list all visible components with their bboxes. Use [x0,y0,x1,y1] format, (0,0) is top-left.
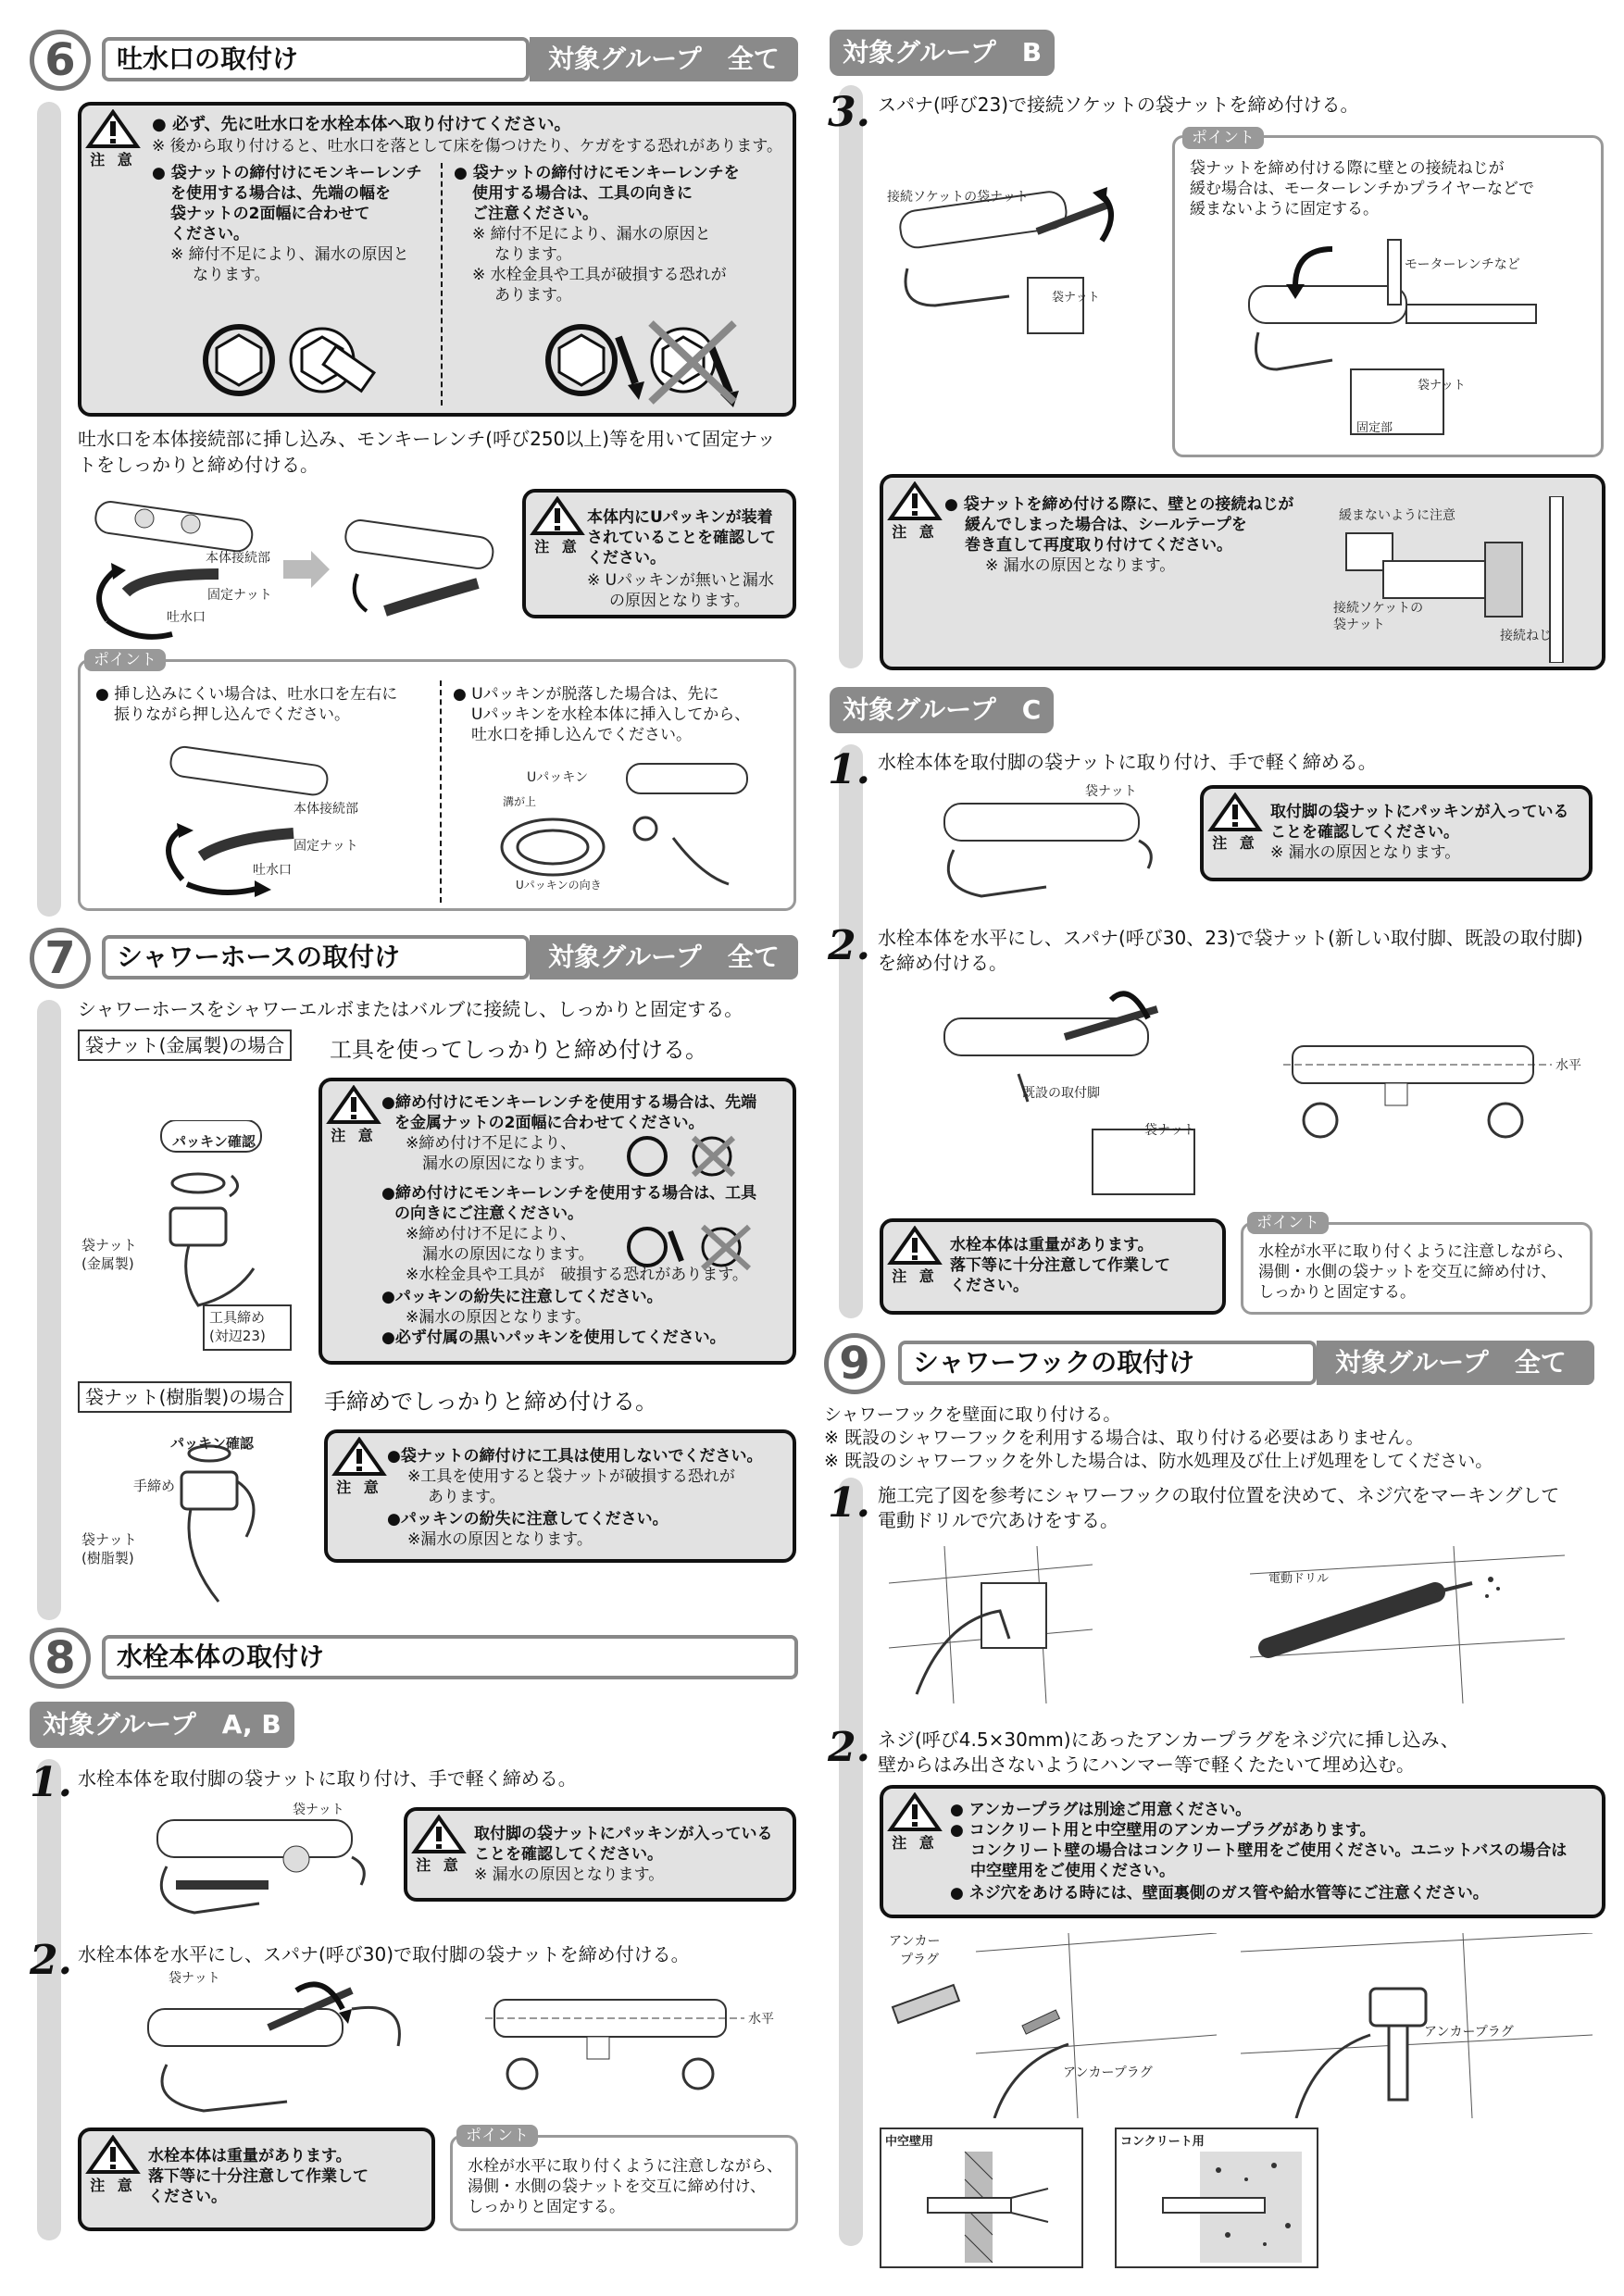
step-number: 2. [828,922,870,969]
caution-text: 水栓本体は重量があります。 [148,2147,352,2165]
point-label: ポイント [1247,1212,1329,1234]
caution-main: ● 必ず、先に吐水口を水栓本体へ取り付けてください。 [152,115,571,134]
caution-right-text: ● 袋ナットの締付けにモンキーレンチを [454,164,740,182]
tag-resin-nut: 袋ナット [81,1531,137,1548]
caution-text: ※工具を使用すると袋ナットが破損する恐れが [407,1467,735,1486]
warning-icon: 注 意 [85,2135,141,2195]
section-7-title: シャワーホースの取付け [102,935,530,980]
group-c-label: 対象グループ C [830,687,1054,733]
caution-text: 水栓本体は重量があります。 [950,1236,1154,1254]
step-text-line: ネジ(呼び4.5×30mm)にあったアンカープラグをネジ穴に挿し込み、 [878,1728,1459,1751]
caution-text: 中空壁用をご使用ください。 [970,1862,1175,1880]
caution-right-text: 使用する場合は、工具の向きに [472,184,693,203]
tag-socket-nut: 接続ソケットの [1333,601,1424,616]
intro-line: ※ 既設のシャワーフックを外した場合は、防水処理及び仕上げ処理をしてください。 [824,1451,1493,1471]
point-text: Uパッキンを水栓本体に挿入してから、 [471,705,751,724]
point-text: 緩む場合は、モーターレンチかプライヤーなどで [1190,180,1535,198]
tag-resin-nut: (樹脂製) [81,1550,134,1566]
caution-text: ください。 [950,1277,1029,1295]
tag-socket-nut: 接続ソケットの袋ナット [887,190,1029,205]
caution-text: 取付脚の袋ナットにパッキンが入っている [474,1825,773,1843]
marking-illustration [889,1546,1093,1703]
caution-text: ※ 漏水の原因となります。 [1270,843,1461,862]
section-6-point [78,651,796,911]
faucet-hand-tighten-illustration [139,1802,380,1922]
group-c-caution-2 [880,1218,1226,1315]
tag-socket-nut: 袋ナット [1333,618,1385,632]
step-text: 水栓本体を取付脚の袋ナットに取り付け、手で軽く締める。 [878,751,1377,773]
section-7-sidebar [37,1000,61,1620]
point-text: 湯側・水側の袋ナットを交互に締め付け、 [468,2177,766,2196]
tag-concrete-wall: コンクリート用 [1120,2135,1205,2149]
tag-fixing-nut: 固定ナット [294,839,358,854]
step-text-line: を締め付ける。 [878,952,1007,974]
section-8-sidebar [37,1759,61,2240]
point-label: ポイント [1182,127,1264,149]
group-c-caution-1 [1200,785,1593,881]
tag-motor-wrench: モーターレンチなど [1405,257,1520,272]
wrench-correct-illustration [193,309,378,406]
tag-packing-check: パッキン確認 [172,1133,256,1150]
caution-divider [441,163,443,406]
point-text: ● 挿し込みにくい場合は、吐水口を左右に [95,685,398,704]
resin-nut-label: 袋ナット(樹脂製)の場合 [78,1381,292,1413]
caution-text: 漏水の原因になります。 [422,1245,594,1264]
wrench-direction-illustration [535,309,757,411]
section-7-caution-metal [319,1078,796,1365]
wrench-direction-small-illustration [624,1222,763,1272]
caution-text: ※締め付け不足により、 [406,1225,577,1243]
caution-text: ●必ず付属の黒いパッキンを使用してください。 [381,1329,726,1347]
tag-nut: 袋ナット [293,1803,344,1817]
warning-icon: 注 意 [887,1226,943,1286]
tag-tool: (対辺23) [209,1328,266,1344]
tag-fixed-part: 固定部 [1356,421,1393,435]
tag-spout: 吐水口 [167,610,206,625]
step-text: 水栓本体を取付脚の袋ナットに取り付け、手で軽く締める。 [78,1767,577,1790]
metal-nut-label: 袋ナット(金属製)の場合 [78,1029,292,1061]
caution-text: 落下等に十分注意して作業して [950,1256,1170,1275]
tag-spout: 吐水口 [253,863,292,878]
concrete-wall-box [1115,2128,1318,2268]
tag-no-loosen: 緩まないように注意 [1339,508,1455,523]
step-number: 1. [828,746,870,793]
group-b-label: 対象グループ B [830,30,1055,76]
caution-text: ※ Uパッキンが無いと漏水 [587,571,774,590]
caution-text: ● アンカープラグは別途ご用意ください。 [950,1801,1252,1819]
wrench-small-illustration [624,1133,744,1179]
caution-text: の原因となります。 [609,592,750,610]
section-9-group: 対象グループ 全て [1317,1341,1594,1385]
caution-left-text: なります。 [193,266,270,284]
section-6-body [78,426,800,478]
step-text-line: 電動ドリルで穴あけをする。 [878,1509,1118,1531]
step-number: 1. [828,1479,870,1527]
warning-icon: 注 意 [530,496,585,556]
step-text-line: 水栓本体を水平にし、スパナ(呼び30、23)で袋ナット(新しい取付脚、既設の取付脚) [878,927,1583,949]
caution-text: ● 袋ナットを締め付ける際に、壁との接続ねじが [944,495,1294,514]
caution-right-text: ※ 水栓金具や工具が破損する恐れが [472,266,727,284]
caution-right-text: ※ 締付不足により、漏水の原因と [472,225,711,243]
intro-line: ※ 既設のシャワーフックを利用する場合は、取り付ける必要はありません。 [824,1428,1424,1448]
step-text [878,1483,1559,1533]
tag-hollow-wall: 中空壁用 [885,2135,934,2149]
point-text: しっかりと固定する。 [468,2198,625,2216]
caution-text: 落下等に十分注意して作業して [148,2167,369,2186]
body-line: 吐水口を本体接続部に挿し込み、モンキーレンチ(呼び250以上)等を用いて固定ナッ [78,428,776,450]
point-label: ポイント [456,2125,538,2147]
tag-body-connection: 本体接続部 [206,551,270,566]
section-9-caution [880,1785,1605,1918]
tag-tool: 工具締め [209,1309,266,1326]
section-9-title: シャワーフックの取付け [898,1341,1317,1385]
caution-text: あります。 [428,1488,506,1506]
section-6-caution-upacking [522,489,796,618]
step-text: スパナ(呼び23)で接続ソケットの袋ナットを締め付ける。 [878,94,1359,116]
caution-text: コンクリート壁の場合はコンクリート壁用をご使用ください。ユニットバスの場合は [970,1841,1568,1860]
section-9-number: 9 [824,1333,885,1394]
caution-text: ください。 [148,2188,227,2206]
group-c-sidebar [839,744,863,1318]
caution-text: ※ 漏水の原因となります。 [985,556,1176,575]
step-text-line: 壁からはみ出さないようにハンマー等で軽くたたいて埋め込む。 [878,1753,1415,1776]
point-text: 水栓が水平に取り付くように注意しながら、 [1258,1242,1573,1261]
horizontal-check-c-diagram [1283,1028,1580,1157]
point-text: 袋ナットを締め付ける際に壁との接続ねじが [1190,159,1505,178]
caution-text: ※漏水の原因となります。 [406,1308,591,1327]
intro-line: シャワーフックを壁面に取り付ける。 [824,1404,1121,1425]
caution-text: ください。 [587,549,666,568]
tag-anchor-plug: プラグ [900,1953,939,1967]
caution-text: ●締め付けにモンキーレンチを使用する場合は、先端 [381,1093,757,1112]
caution-text: ※ 漏水の原因となります。 [474,1866,665,1884]
caution-text: 巻き直して再度取り付けてください。 [965,536,1232,555]
warning-icon: 注 意 [85,109,141,169]
resin-nut-illustration [80,1426,274,1611]
tag-anchor-plug: アンカープラグ [1424,2025,1514,2040]
step-number: 2. [828,1724,870,1771]
step-number: 2. [30,1937,72,1984]
section-7-number: 7 [30,928,91,989]
group-b-sidebar [839,85,863,668]
tag-nut: 袋ナット [1418,379,1466,393]
caution-left-text: を使用する場合は、先端の幅を [170,184,391,203]
section-6-group: 対象グループ 全て [530,37,798,81]
point-text: 水栓が水平に取り付くように注意しながら、 [468,2157,782,2176]
group-b-point [1172,129,1604,457]
warning-icon: 注 意 [887,1792,943,1853]
step-text [878,1728,1459,1778]
caution-text: 漏水の原因になります。 [422,1154,594,1173]
caution-text: を金属ナットの2面幅に合わせてください。 [394,1114,705,1132]
tag-groove-up: 溝が上 [503,795,537,808]
tag-upacking-direction: Uパッキンの向き [516,879,602,892]
horizontal-check-diagram [485,1981,763,2111]
caution-right-text: ご注意ください。 [472,205,598,223]
warning-icon: 注 意 [887,481,943,542]
tag-horizontal: 水平 [748,2012,774,2027]
caution-left-text: ● 袋ナットの締付けにモンキーレンチ [152,164,422,182]
spout-insertion-illustration [80,481,506,648]
group-b-caution [880,474,1605,670]
step-text-line: 施工完了図を参考にシャワーフックの取付位置を決めて、ネジ穴をマーキングして [878,1484,1560,1506]
caution-text: 取付脚の袋ナットにパッキンが入っている [1270,803,1569,821]
tag-nut: 袋ナット [1085,784,1137,799]
tag-hand-tighten: 手締め [133,1478,176,1494]
tag-upacking: Uパッキン [527,770,589,785]
tag-connection-screw: 接続ねじ [1500,629,1552,643]
caution-text: ことを確認してください。 [474,1845,663,1864]
caution-right-text: あります。 [494,286,572,305]
tag-anchor-plug: アンカー [889,1934,941,1949]
section-8-point [450,2127,798,2231]
section-9-sidebar [839,1478,863,2246]
section-6-title: 吐水口の取付け [102,37,530,81]
section-6-sidebar [37,102,61,917]
caution-text: ●パッキンの紛失に注意してください。 [387,1510,668,1529]
caution-text: されていることを確認して [587,529,776,547]
group-c-point [1241,1214,1593,1315]
point-text: 振りながら押し込んでください。 [114,705,350,724]
caution-text: ことを確認してください。 [1270,823,1459,842]
faucet-spanner-illustration [130,1972,426,2120]
step-number: 1. [30,1759,72,1806]
point-text: 湯側・水側の袋ナットを交互に締め付け、 [1258,1263,1556,1281]
caution-text: ●袋ナットの締付けに工具は使用しないでください。 [387,1447,763,1466]
metal-nut-note: 工具を使ってしっかりと締め付ける。 [330,1037,707,1063]
section-9-intro [824,1404,1493,1473]
tag-metal-nut: (金属製) [81,1255,134,1272]
section-8-caution-2 [78,2128,435,2231]
caution-text: 本体内にUパッキンが装着 [587,508,773,527]
tag-electric-drill: 電動ドリル [1268,1572,1330,1586]
section-6-number: 6 [30,30,91,91]
caution-text: ●パッキンの紛失に注意してください。 [381,1288,663,1306]
warning-icon: 注 意 [411,1815,467,1875]
tag-existing-leg: 既設の取付脚 [1022,1086,1100,1101]
tag-fixing-nut: 固定ナット [207,588,272,603]
point-text: しっかりと固定する。 [1258,1283,1416,1302]
caution-text: 緩んでしまった場合は、シールテープを [965,516,1247,534]
caution-text: ※漏水の原因となります。 [407,1530,593,1549]
tag-body-connection: 本体接続部 [294,802,358,817]
tag-anchor-plug: アンカープラグ [1063,2065,1153,2080]
warning-icon: 注 意 [326,1085,381,1145]
tag-nut: 袋ナット [169,1971,220,1986]
caution-text: ●締め付けにモンキーレンチを使用する場合は、工具 [381,1184,757,1203]
tag-nut: 袋ナット [1052,291,1100,305]
concrete-anchor-diagram [1135,2152,1302,2263]
point-text: ● Uパッキンが脱落した場合は、先に [453,685,719,704]
section-6-caution [78,102,796,417]
point-label: ポイント [84,649,166,671]
warning-icon: 注 意 [1207,792,1263,853]
caution-left-text: ※ 締付不足により、漏水の原因と [170,245,409,264]
point-text: 吐水口を挿し込んでください。 [471,726,692,744]
faucet-hand-tighten-c-illustration [926,785,1167,905]
group-ab-label: 対象グループ A, B [30,1702,294,1748]
point-divider [440,680,442,903]
section-8-caution-1 [404,1807,796,1902]
step-text: 水栓本体を水平にし、スパナ(呼び30)で取付脚の袋ナットを締め付ける。 [78,1943,690,1965]
caution-text: ● ネジ穴をあける時には、壁面裏側のガス管や給水管等にご注意ください。 [950,1884,1489,1903]
tag-nut: 袋ナット [1144,1123,1196,1138]
caution-text: ※水栓金具や工具が 破損する恐れがあります。 [406,1266,748,1284]
caution-text: の向きにご注意ください。 [394,1204,583,1223]
hollow-anchor-diagram [900,2152,1067,2263]
caution-note: ※ 後から取り付けると、吐水口を落として床を傷つけたり、ケガをする恐れがあります。 [152,137,782,156]
section-8-title: 水栓本体の取付け [102,1635,798,1679]
step-number: 3. [828,89,870,136]
section-7-group: 対象グループ 全て [530,935,798,980]
step-text [878,926,1600,976]
section-7-caution-resin [324,1429,796,1563]
tag-packing-check: パッキン確認 [170,1435,254,1452]
section-8-number: 8 [30,1628,91,1689]
point-text: 緩まないように固定する。 [1190,200,1379,218]
caution-text: ※締め付け不足により、 [406,1134,577,1153]
body-line: トをしっかりと締め付ける。 [78,454,319,476]
tag-metal-nut: 袋ナット [81,1237,137,1254]
caution-left-text: ください。 [170,225,249,243]
caution-left-text: 袋ナットの2面幅に合わせて [170,205,370,223]
hollow-wall-box [880,2128,1083,2268]
tag-horizontal: 水平 [1555,1058,1581,1073]
section-7-body: シャワーホースをシャワーエルボまたはバルブに接続し、しっかりと固定する。 [78,998,743,1020]
warning-icon: 注 意 [331,1437,387,1497]
caution-text: ● コンクリート用と中空壁用のアンカープラグがあります。 [950,1821,1376,1840]
caution-right-text: なります。 [494,245,572,264]
resin-nut-note: 手締めでしっかりと締め付ける。 [324,1389,657,1415]
anchor-hammer-illustration [1241,1933,1593,2118]
